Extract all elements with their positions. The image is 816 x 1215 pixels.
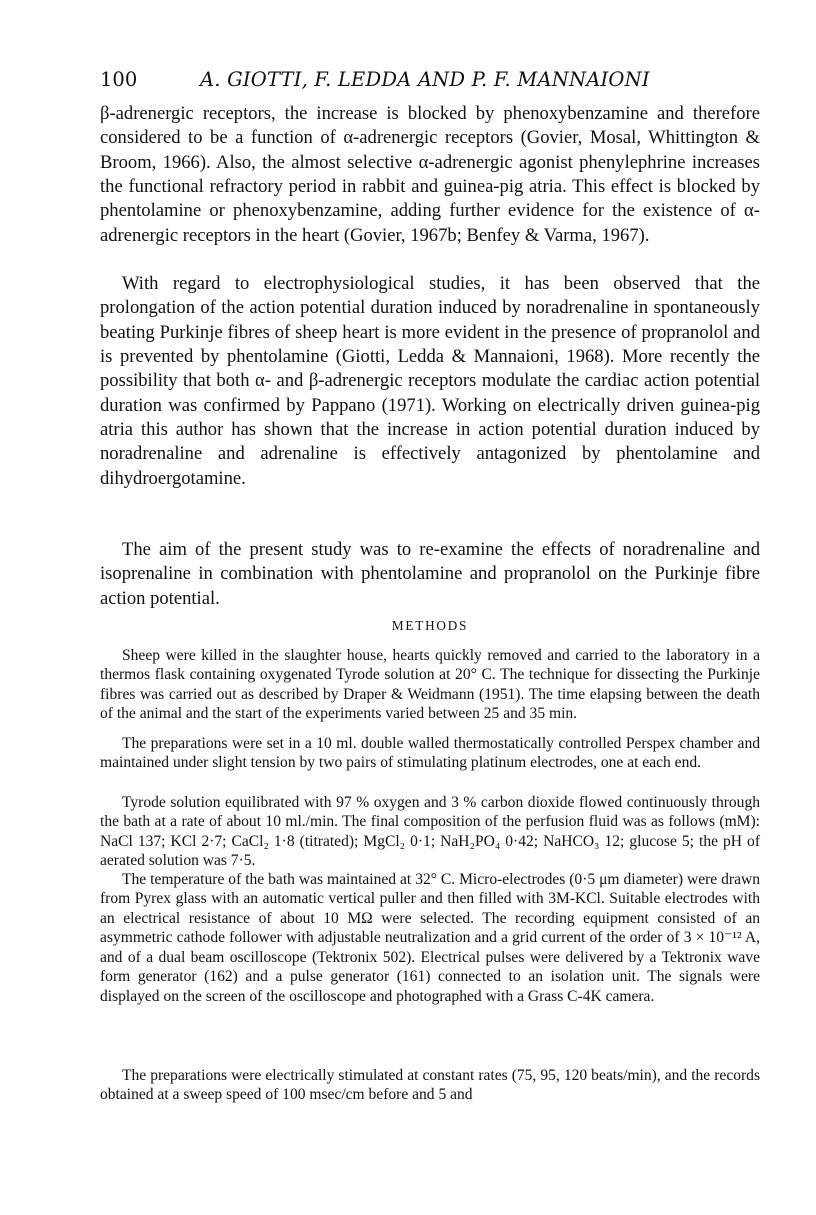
methods-paragraph-5-block (100, 1066, 760, 1105)
running-head (100, 68, 760, 98)
methods-paragraph-5: The preparations were electrically stimulated at constant rates (75, 95, 120 beats/min), and the records obtained at a sweep speed of 100 msec/cm before and 5 and (100, 1067, 760, 1104)
intro-paragraph-2-block (100, 272, 760, 491)
methods-paragraph-3-block (100, 793, 760, 871)
methods-heading: METHODS (391, 618, 469, 633)
methods-paragraph-2-block (100, 734, 760, 773)
methods-paragraph-1: Sheep were killed in the slaughter house, hearts quickly removed and carried to the laboratory in a thermos flask containing oxygenated Tyrode solution at 20° C. The technique for dissecting the Purkinje fibres was carried out as described by Draper & Weidmann (1951). The time elapsing between the death of the animal and the start of the experiments varied between 25 and 35 min. (100, 647, 760, 723)
methods-paragraph-3: Tyrode solution equilibrated with 97 % oxygen and 3 % carbon dioxide flowed continuously through the bath at a rate of about 10 ml./min. The final composition of the perfusion fluid was as follows (mM): NaCl 137; KCl 2·7; CaCl₂ 1·8 (titrated); MgCl₂ 0·1; NaH₂PO₄ 0·42; NaHCO₃ 12; glucose 5; the pH of aerated solution was 7·5. (100, 794, 760, 870)
running-head-authors: A. GIOTTI, F. LEDDA AND P. F. MANNAIONI (200, 68, 650, 91)
intro-paragraph-3: The aim of the present study was to re-examine the effects of noradrenaline and isoprenaline in combination with phentolamine and propranolol on the Purkinje fibre action potential. (100, 539, 760, 609)
methods-paragraph-4: The temperature of the bath was maintained at 32° C. Micro-electrodes (0·5 μm diameter) were drawn from Pyrex glass with an automatic vertical puller and then filled with 3M-KCl. Suitable electrodes with an electrical resistance of about 10 MΩ were selected. The recording equipment consisted of an asymmetric cathode follower with adjustable neutralization and a grid current of the order of 3 × 10⁻¹² A, and of a dual beam oscilloscope (Tektronix 502). Electrical pulses were delivered by a Tektronix wave form generator (162) and a pulse generator (161) connected to an isolation unit. The signals were displayed on the screen of the oscilloscope and photographed with a Grass C-4K camera. (100, 871, 760, 1005)
methods-paragraph-4-block (100, 870, 760, 1006)
methods-paragraph-1-block (100, 646, 760, 724)
page-number: 100 (100, 68, 138, 91)
intro-paragraph-1-block (100, 102, 760, 248)
intro-paragraph-2: With regard to electrophysiological studies, it has been observed that the prolongation of the action potential duration induced by noradrenaline in spontaneously beating Purkinje fibres of sheep heart is more evident in the presence of propranolol and is prevented by phentolamine (Giotti, Ledda & Mannaioni, 1968). More recently the possibility that both α- and β-adrenergic receptors modulate the cardiac action potential duration was confirmed by Pappano (1971). Working on electrically driven guinea-pig atria this author has shown that the increase in action potential duration induced by noradrenaline and adrenaline is effectively antagonized by phentolamine and dihydroergotamine. (100, 273, 760, 489)
intro-paragraph-1: β-adrenergic receptors, the increase is blocked by phenoxybenzamine and therefore considered to be a function of α-adrenergic receptors (Govier, Mosal, Whittington & Broom, 1966). Also, the almost selective α-adrenergic agonist phenylephrine increases the functional refractory period in rabbit and guinea-pig atria. This effect is blocked by phentolamine or phenoxybenzamine, adding further evidence for the existence of α-adrenergic receptors in the heart (Govier, 1967b; Benfey & Varma, 1967). (100, 103, 760, 246)
methods-paragraph-2: The preparations were set in a 10 ml. double walled thermostatically controlled Perspex chamber and maintained under slight tension by two pairs of stimulating platinum electrodes, one at each end. (100, 735, 760, 772)
intro-paragraph-3-block (100, 538, 760, 611)
